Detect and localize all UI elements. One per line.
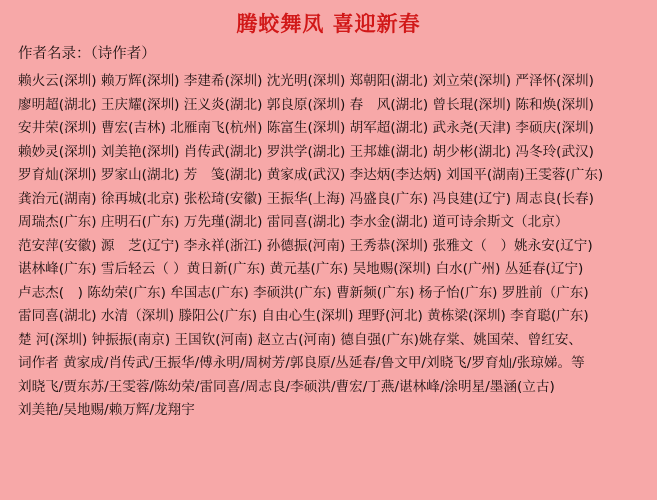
page-title: 腾蛟舞凤 喜迎新春 [236, 11, 421, 36]
author-line: 安井荣(深圳) 曹宏(吉林) 北雁南飞(杭州) 陈富生(深圳) 胡军超(湖北) 武永尧(天津) 李硕庆(深圳) [18, 120, 594, 136]
author-line: 卢志杰( ) 陈幼荣(广东) 牟国志(广东) 李硕洪(广东) 曹新频(广东) 杨子怡(广东) 罗胜前（广东) [18, 284, 589, 301]
author-list-header: 作者名录：（诗作者） [18, 46, 156, 62]
author-list [18, 70, 650, 423]
author-line: 词作者 黄家成/肖传武/王振华/傅永明/周树芳/郭良原/丛延春/鲁文甲/刘晓飞/罗育灿/张琼娣。等 [18, 355, 585, 371]
author-line: 谌林峰(广东) 雪后轻云（ ）黄日新(广东) 黄元基(广东) 吴地赐(深圳) 白水(广州) 丛延春(辽宁) [18, 261, 584, 277]
author-line: 雷同喜(湖北) 水清（深圳) 滕阳公(广东) 自由心生(深圳) 理野(河北) 黄栋梁(深圳) 李育聪(广东) [18, 308, 589, 324]
author-line: 廖明超(湖北) 王庆耀(深圳) 汪义炎(湖北) 郭良原(深圳) 春 风(湖北) 曾长琨(深圳) 陈和焕(深圳) [18, 96, 594, 113]
author-line: 罗育灿(深圳) 罗家山(湖北) 芳 笺(湖北) 黄家成(武汉) 李达炳(李达炳) 刘国平(湖南)王雯蓉(广东) [18, 167, 604, 183]
author-line: 赖火云(深圳) 赖万辉(深圳) 李建希(深圳) 沈光明(深圳) 郑朝阳(湖北) 刘立荣(深圳) 严泽怀(深圳) [18, 73, 594, 89]
author-line: 楚 河(深圳) 钟振振(南京) 王国钦(河南) 赵立古(河南) 德自强(广东)姚存棠、姚国荣、曾红安、 [18, 331, 583, 348]
author-line: 刘晓飞/贾东苏/王雯蓉/陈幼荣/雷同喜/周志良/李硕洪/曹宏/丁燕/谌林峰/涂明星/墨涵(立古) [18, 378, 555, 395]
author-line: 范安萍(安徽) 源 芝(辽宁) 李永祥(浙江) 孙德振(河南) 王秀恭(深圳) 张雅文（ ）姚永安(辽宁) [18, 237, 593, 254]
author-line: 赖妙灵(深圳) 刘美艳(深圳) 肖传武(湖北) 罗洪学(湖北) 王邦雄(湖北) 胡少彬(湖北) 冯冬玲(武汉) [18, 143, 594, 160]
author-line: 周瑞杰(广东) 庄明石(广东) 万先瑾(湖北) 雷同喜(湖北) 李水金(湖北) 道可诗余斯文（北京） [18, 214, 569, 230]
author-line: 刘美艳/吴地赐/赖万辉/龙翔宇 [18, 402, 195, 418]
author-line: 龚治元(湖南) 徐再城(北京) 张松琦(安徽) 王振华(上海) 冯盛良(广东) 冯良建(辽宁) 周志良(长春) [18, 190, 594, 207]
